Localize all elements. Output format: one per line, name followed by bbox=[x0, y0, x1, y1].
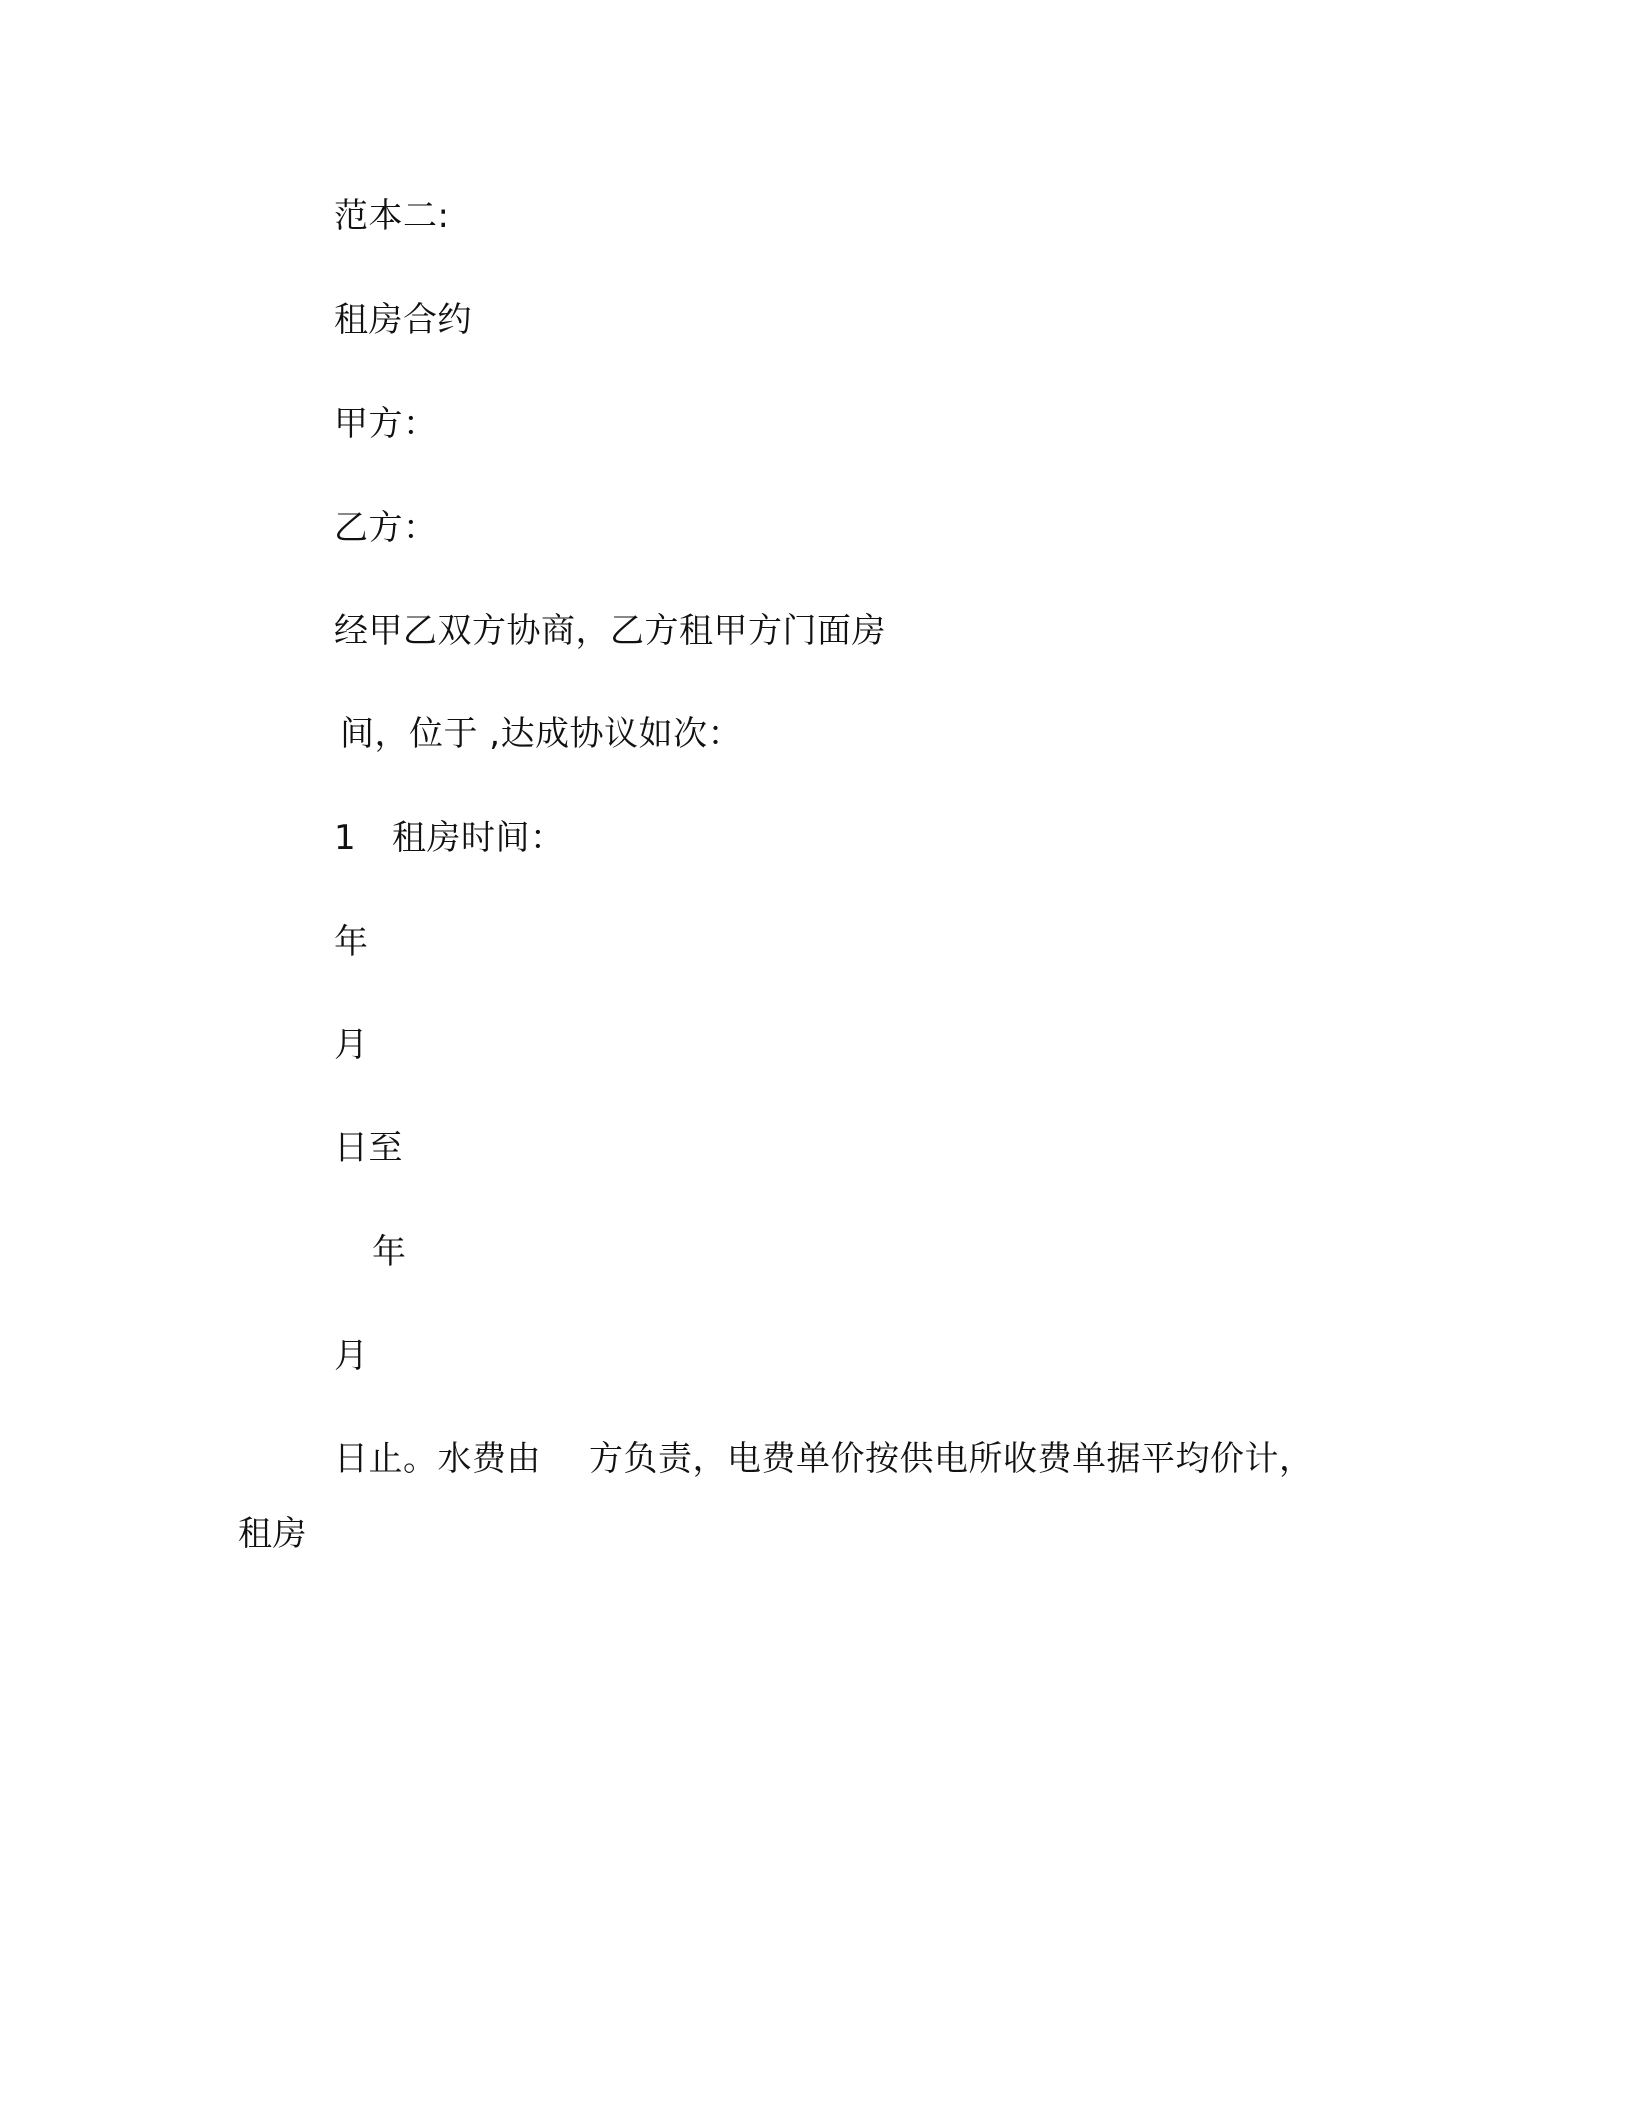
day-to-line: 日至 bbox=[334, 1128, 403, 1168]
month-line-2: 月 bbox=[334, 1336, 369, 1376]
contract-title: 租房合约 bbox=[334, 300, 472, 340]
intro-line-1: 经甲乙双方协商，乙方租甲方门面房 bbox=[334, 611, 886, 651]
terms-continuation: 租房 bbox=[238, 1514, 307, 1554]
section-1-heading bbox=[334, 816, 565, 860]
party-b-line: 乙方： bbox=[334, 508, 438, 548]
party-a-line: 甲方： bbox=[334, 404, 438, 444]
terms-part-2: 方负责，电费单价按供电所收费单据平均价计， bbox=[589, 1439, 1314, 1479]
section-title: 租房时间： bbox=[392, 818, 565, 858]
month-line-1: 月 bbox=[334, 1025, 369, 1065]
intro-line-2: 间，位于 ,达成协议如次： bbox=[340, 714, 743, 754]
terms-part-1: 日止。水费由 bbox=[334, 1439, 541, 1479]
document-heading: 范本二: bbox=[334, 196, 450, 236]
year-line-2: 年 bbox=[372, 1232, 407, 1272]
terms-line bbox=[334, 1437, 1314, 1481]
section-number: 1 bbox=[334, 818, 357, 858]
year-line-1: 年 bbox=[334, 922, 369, 962]
